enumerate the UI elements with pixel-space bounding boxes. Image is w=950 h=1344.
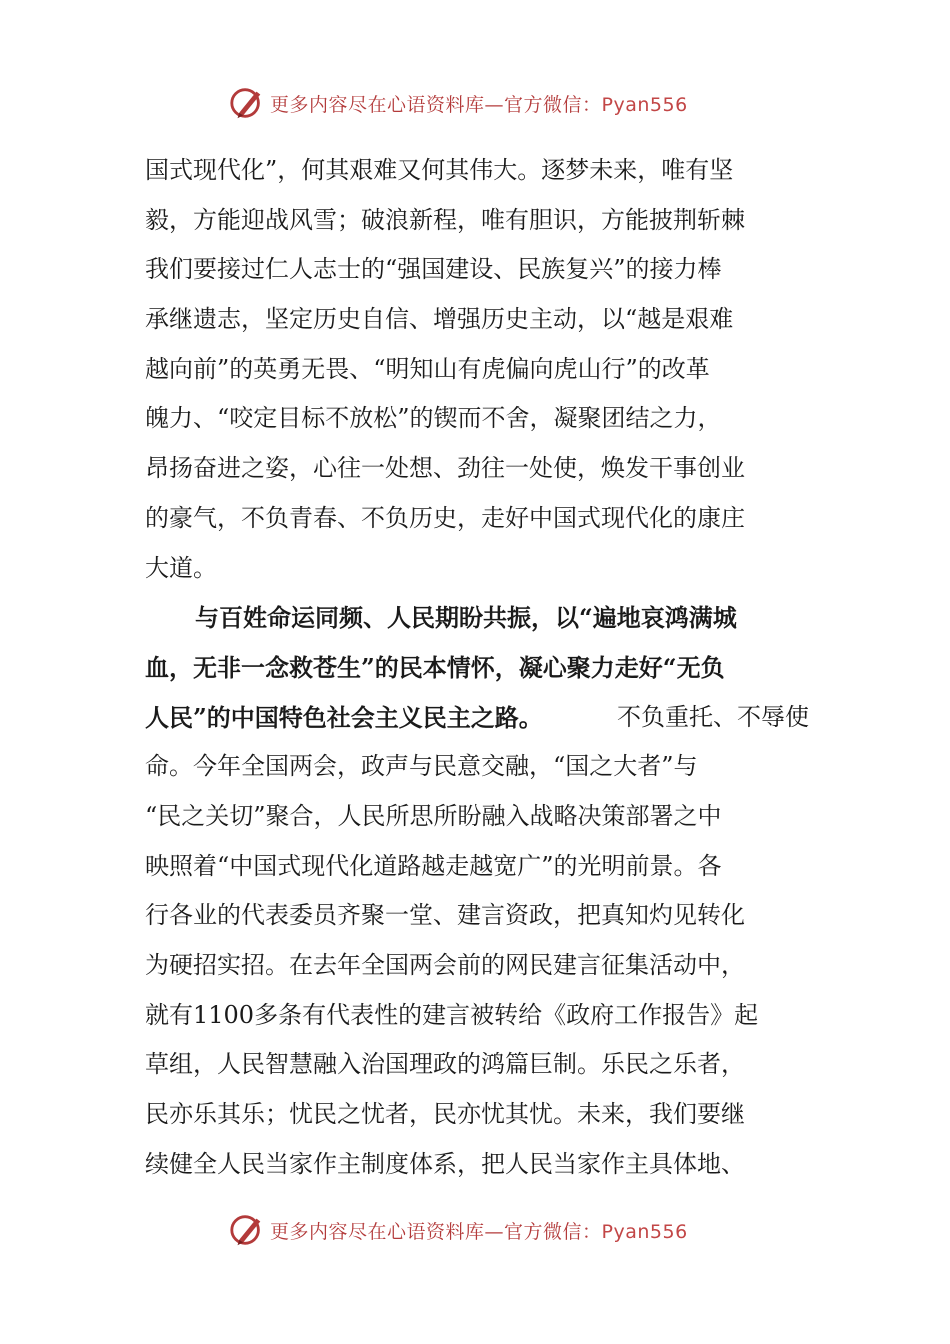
bold-text: 血，无非一念救苍生”的民本情怀，凝心聚力走好“无负: [145, 652, 725, 682]
bold-lead-line: [145, 643, 809, 693]
text-line: 越向前”的英勇无畏、“明知山有虎偏向虎山行”的改革: [145, 354, 710, 383]
pen-circle-logo-icon: [228, 1211, 266, 1249]
text-line: 国式现代化”，何其艰难又何其伟大。逐梦未来，唯有坚: [145, 156, 734, 184]
text-line: 映照着“中国式现代化道路越走越宽广”的光明前景。各: [145, 851, 722, 880]
text-line: 承继遗志，坚定历史自信、增强历史主动，以“越是艰难: [145, 305, 734, 334]
banner-wechat-id: Pyan556: [601, 1220, 688, 1243]
bold-text: 与百姓命运同频、人民期盼共振，以“遍地哀鸿满城: [195, 603, 737, 633]
text-line: 就有1100多条有代表性的建言被转给《政府工作报告》起: [145, 1000, 759, 1029]
banner-wechat-id: Pyan556: [601, 93, 688, 116]
text-line: 大道。: [145, 553, 217, 582]
document-body: [145, 146, 809, 1189]
text-line: 民亦乐其乐；忧民之忧者，民亦忧其忧。未来，我们要继: [145, 1100, 745, 1129]
bold-lead-line: [145, 593, 809, 643]
regular-text: 不负重托、不辱使: [617, 702, 809, 731]
pen-circle-logo-icon: [228, 84, 266, 122]
text-line: 命。今年全国两会，政声与民意交融，“国之大者”与: [145, 752, 698, 781]
banner-text: 更多内容尽在心语资料库—官方微信：Pyan556: [270, 93, 688, 116]
mixed-line: [145, 693, 809, 743]
text-line: 昂扬奋进之姿，心往一处想、劲往一处使，焕发干事创业: [145, 454, 745, 483]
header-watermark-banner: [228, 83, 748, 123]
text-line: “民之关切”聚合，人民所思所盼融入战略决策部署之中: [145, 801, 722, 830]
text-line: 草组，人民智慧融入治国理政的鸿篇巨制。乐民之乐者，: [145, 1050, 745, 1079]
bold-text: 人民”的中国特色社会主义民主之路。: [145, 702, 543, 732]
text-line: 行各业的代表委员齐聚一堂、建言资政，把真知灼见转化: [145, 901, 745, 930]
text-line: 我们要接过仁人志士的“强国建设、民族复兴”的接力棒: [145, 255, 722, 284]
text-line: 魄力、“咬定目标不放松”的锲而不舍，凝聚团结之力，: [145, 404, 722, 433]
text-line: 续健全人民当家作主制度体系，把人民当家作主具体地、: [145, 1149, 745, 1178]
text-line: 为硬招实招。在去年全国两会前的网民建言征集活动中，: [145, 951, 745, 979]
banner-text: 更多内容尽在心语资料库—官方微信：Pyan556: [270, 1220, 688, 1243]
footer-watermark-banner: [228, 1210, 748, 1250]
text-line: 毅，方能迎战风雪；破浪新程，唯有胆识，方能披荆斩棘: [145, 205, 745, 234]
text-line: 的豪气，不负青春、不负历史，走好中国式现代化的康庄: [145, 503, 745, 532]
